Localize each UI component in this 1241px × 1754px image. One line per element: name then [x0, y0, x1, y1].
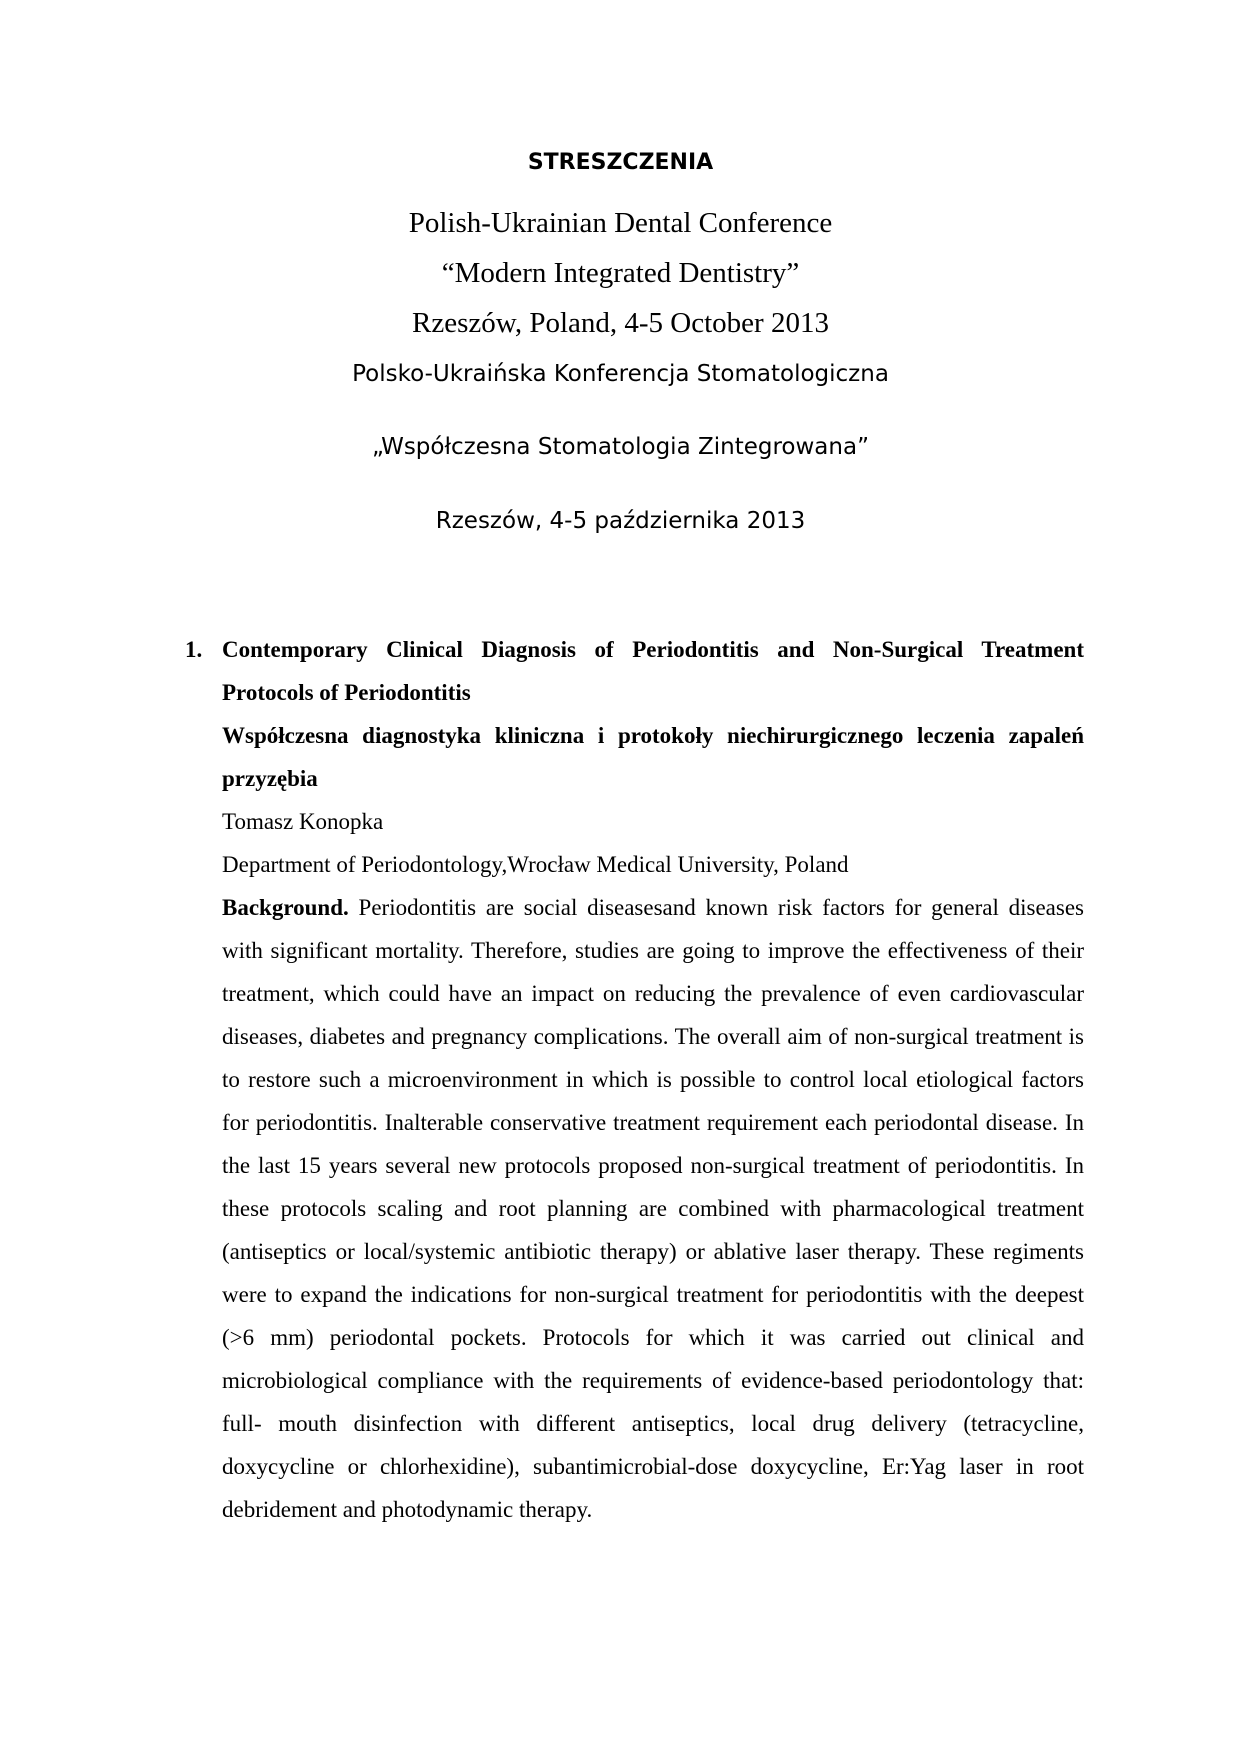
conference-subtitle-pl: „Współczesna Stomatologia Zintegrowana”: [372, 434, 869, 460]
background-label: Background.: [222, 895, 349, 920]
abstract-title-pl: Współczesna diagnostyka kliniczna i protokoły niechirurgicznego leczenia zapaleń przyzębia: [222, 723, 1084, 791]
abstract-author: Tomasz Konopka: [222, 809, 384, 834]
conference-place-date-en: Rzeszów, Poland, 4-5 October 2013: [412, 307, 829, 339]
background-text: Periodontitis are social diseasesand known risk factors for general diseases with significant mortality. Therefore, studies are going to improve the effectiveness of their treatment, which could have an impact on reducing the prevalence of even cardiovascular diseases, diabetes and pregnancy complications. The overall aim of non-surgical treatment is to restore such a microenvironment in which is possible to control local etiological factors for periodontitis. Inalterable conservative treatment requirement each periodontal disease. In the last 15 years several new protocols proposed non-surgical treatment of periodontitis. In these protocols scaling and root planning are combined with pharmacological treatment (antiseptics or local/systemic antibiotic therapy) or ablative laser therapy. These regiments were to expand the indications for non-surgical treatment for periodontitis with the deepest (>6 mm) periodontal pockets. Protocols for which it was carried out clinical and microbiological compliance with the requirements of evidence-based periodontology that: full- mouth disinfection with different antiseptics, local drug delivery (tetracycline, doxycycline or chlorhexidine), subantimicrobial-dose doxycycline, Er:Yag laser in root debridement and photodynamic therapy.: [222, 895, 1084, 1522]
abstract-background: [222, 886, 1084, 1531]
conference-name-pl: Polsko-Ukraińska Konferencja Stomatologiczna: [352, 361, 889, 387]
abstract-number: 1.: [185, 637, 203, 662]
conference-place-date-pl: Rzeszów, 4-5 października 2013: [435, 508, 806, 534]
conference-subtitle-en: “Modern Integrated Dentistry”: [441, 257, 800, 289]
abstract-item: [185, 628, 1084, 1531]
abstract-affiliation: Department of Periodontology,Wrocław Medical University, Poland: [222, 852, 849, 877]
abstract-title-en: Contemporary Clinical Diagnosis of Periodontitis and Non-Surgical Treatment Protocols of Periodontitis: [222, 637, 1084, 705]
abstract-body: [222, 628, 1084, 1531]
conference-name-en: Polish-Ukrainian Dental Conference: [408, 207, 833, 239]
document-heading: STRESZCZENIA: [527, 150, 714, 175]
